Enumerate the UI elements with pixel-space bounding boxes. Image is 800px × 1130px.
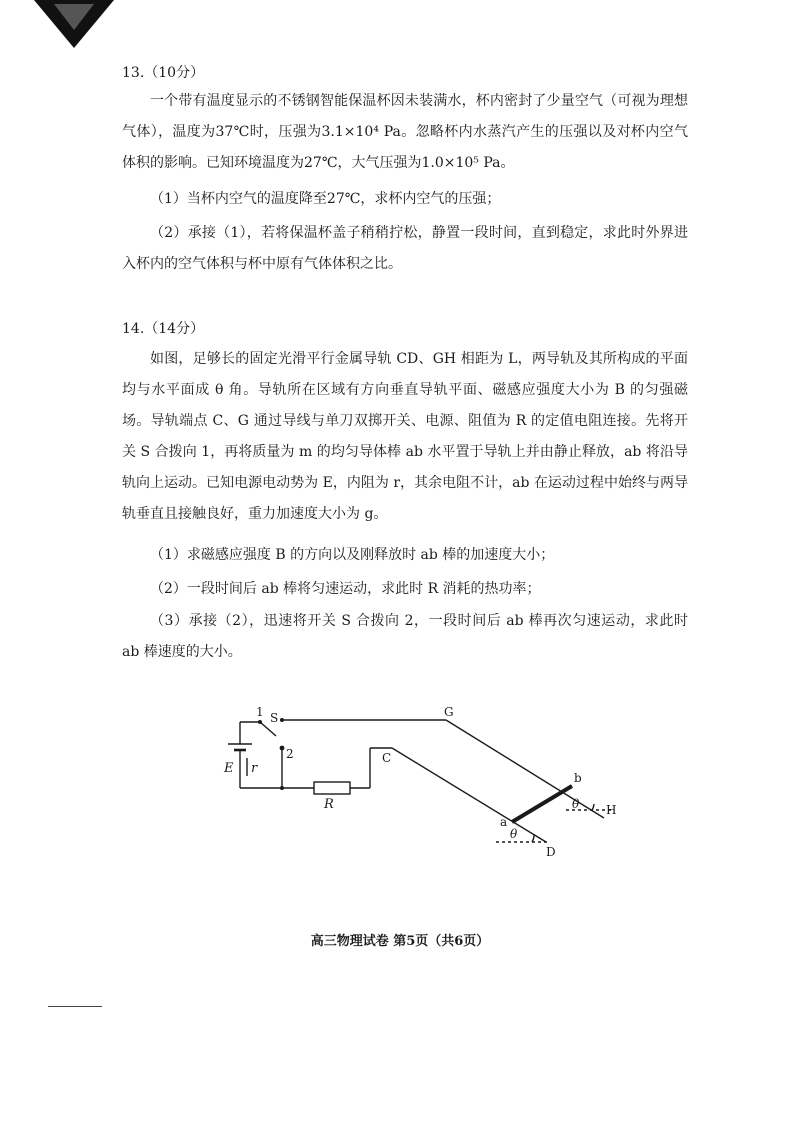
label-a: a xyxy=(500,815,508,829)
label-C: C xyxy=(382,751,392,765)
corner-scan-mark xyxy=(34,0,114,50)
label-R: R xyxy=(324,797,334,812)
label-G: G xyxy=(444,705,454,719)
decorative-line xyxy=(48,1006,102,1007)
page-footer: 高三物理试卷 第5页（共6页） xyxy=(310,934,490,949)
q14-header: 14.（14分） xyxy=(122,321,205,337)
q14-part1: （1）求磁感应强度 B 的方向以及刚释放时 ab 棒的加速度大小； xyxy=(150,547,555,563)
label-H: H xyxy=(606,803,617,817)
label-r: r xyxy=(251,761,258,776)
q14-part2: （2）一段时间后 ab 棒将匀速运动，求此时 R 消耗的热功率； xyxy=(150,581,541,597)
label-theta-lower: θ xyxy=(510,827,518,841)
q14-body: 如图，足够长的固定光滑平行金属导轨 CD、GH 相距为 L，两导轨及其所构成的平面均与水平面成 θ 角。导轨所在区域有方向垂直导轨平面、磁感应强度大小为 B 的匀强磁场。导轨端点 C、G 通过导线与单刀双掷开关、电源、阻值为 R 的定值电阻连接。先将开关 S 合拨向 1，再将质量为 m 的均匀导体棒 ab 水平置于导轨上并由静止释放，ab 将沿导轨向上运动。已知电源电动势为 E，内阻为 r，其余电阻不计，ab 在运动过程中始终与两导轨垂直且接触良好，重力加速度大小为 g。 xyxy=(122,351,688,522)
q13-header: 13.（10分） xyxy=(122,65,205,81)
label-b: b xyxy=(574,771,582,785)
label-D: D xyxy=(546,845,556,859)
label-terminal-2: 2 xyxy=(286,747,294,761)
q13-part2: （2）承接（1），若将保温杯盖子稍稍拧松，静置一段时间，直到稳定，求此时外界进入杯内的空气体积与杯中原有气体体积之比。 xyxy=(122,225,688,272)
label-switch-S: S xyxy=(270,711,279,725)
label-E: E xyxy=(224,761,234,776)
label-terminal-1: 1 xyxy=(256,705,264,719)
q14-part3: （3）承接（2），迅速将开关 S 合拨向 2，一段时间后 ab 棒再次匀速运动，求此时 ab 棒速度的大小。 xyxy=(122,613,688,660)
label-theta-upper: θ xyxy=(572,797,580,811)
q13-body: 一个带有温度显示的不锈钢智能保温杯因未装满水，杯内密封了少量空气（可视为理想气体），温度为37℃时，压强为3.1×10⁴ Pa。忽略杯内水蒸汽产生的压强以及对杯内空气体积的影响。已知环境温度为27℃，大气压强为1.0×10⁵ Pa。 xyxy=(122,93,688,171)
circuit-diagram xyxy=(220,700,640,865)
q13-part1: （1）当杯内空气的温度降至27℃，求杯内空气的压强； xyxy=(150,191,501,207)
